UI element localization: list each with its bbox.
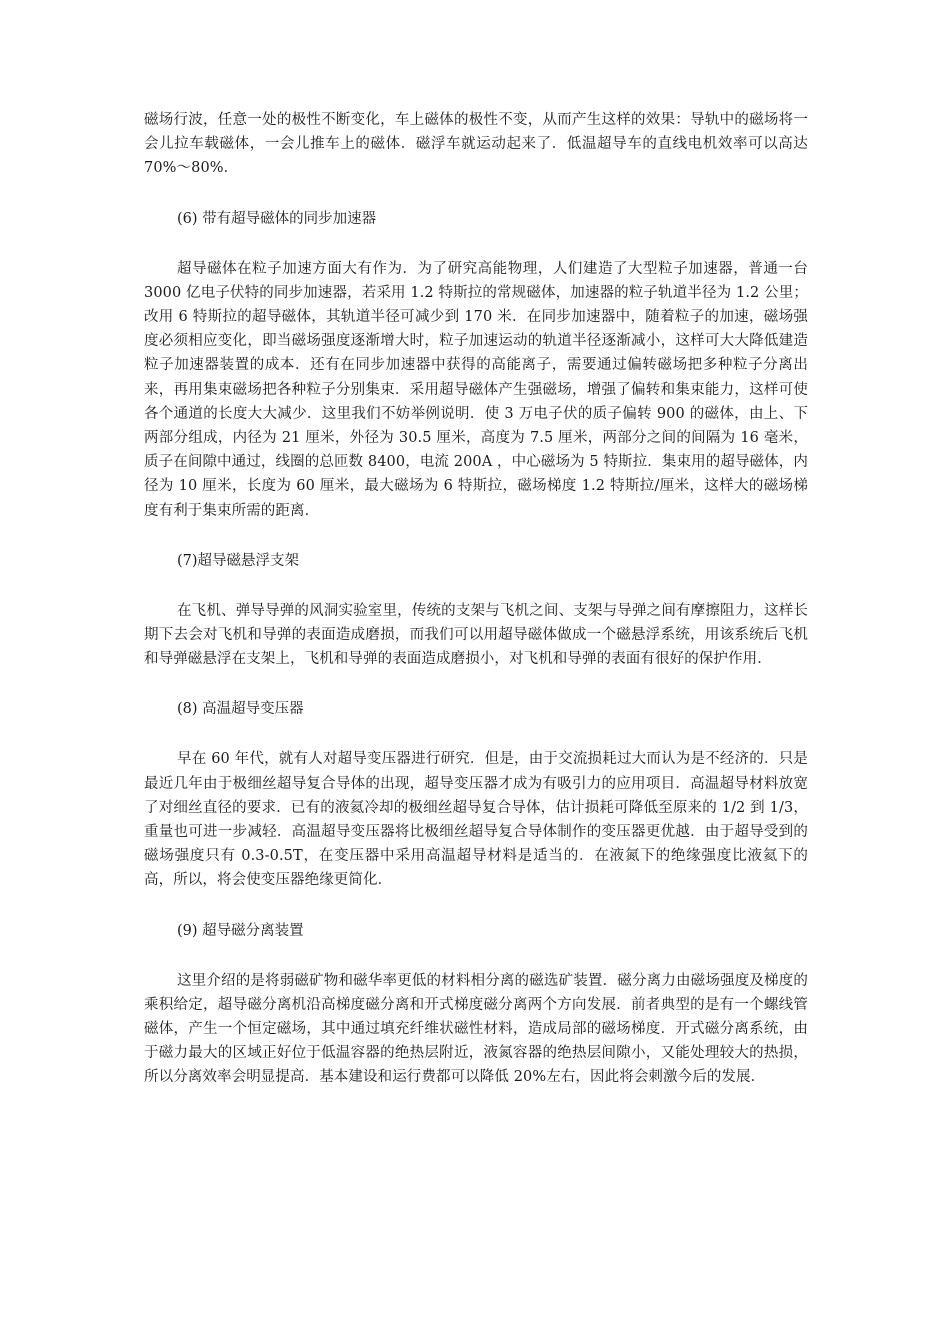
paragraph-synchrotron: 超导磁体在粒子加速方面大有作为．为了研究高能物理，人们建造了大型粒子加速器，普通一台 3000 亿电子伏特的同步加速器，若采用 1.2 特斯拉的常规磁体，加速器的粒子轨道半径为 1.2 公里；改用 6 特斯拉的超导磁体，其轨道半径可减少到 170 米．在同步加速器中，随着粒子的加速，磁场强度必须相应变化，即当磁场强度逐渐增大时，粒子加速运动的轨道半径逐渐减小，这样可大大降低建造粒子加速器装置的成本．还有在同步加速器中获得的高能离子，需要通过偏转磁场把多种粒子分离出来，再用集束磁场把各种粒子分别集束．采用超导磁体产生强磁场，增强了偏转和集束能力，这样可使各个通道的长度大大减少．这里我们不妨举例说明．使 3 万电子伏的质子偏转 900 的磁体，由上、下两部分组成，内径为 21 厘米，外径为 30.5 厘米，高度为 7.5 厘米，两部分之间的间隔为 16 毫米，质子在间隙中通过，线圈的总匝数 8400，电流 200A ，中心磁场为 5 特斯拉．集束用的超导磁体，内径为 10 厘米，长度为 60 厘米，最大磁场为 6 特斯拉，磁场梯度 1.2 特斯拉/厘米，这样大的磁场梯度有利于集束所需的距离． [144, 260, 808, 519]
spacer [144, 231, 808, 257]
spacer [144, 943, 808, 969]
paragraph-maglev-continuation: 磁场行波，任意一处的极性不断变化，车上磁体的极性不变，从而产生这样的效果：导轨中的磁场将一会儿拉车载磁体，一会儿推车上的磁体．磁浮车就运动起来了．低温超导车的直线电机效率可以高达 70%～80%． [144, 112, 808, 177]
paragraph-maglev-support: 在飞机、弹导导弹的风洞实验室里，传统的支架与飞机之间、支架与导弹之间有摩擦阻力，这样长期下去会对飞机和导弹的表面造成磨损，而我们可以用超导磁体做成一个磁悬浮系统，用该系统后飞机和导弹磁悬浮在支架上，飞机和导弹的表面造成磨损小，对飞机和导弹的表面有很好的保护作用． [144, 602, 808, 668]
paragraph-transformer: 早在 60 年代，就有人对超导变压器进行研究．但是，由于交流损耗过大而认为是不经济的．只是最近几年由于极细丝超导复合导体的出现，超导变压器才成为有吸引力的应用项目．高温超导材料放宽了对细丝直径的要求．已有的液氦冷却的极细丝超导复合导体，估计损耗可降低至原来的 1/2 到 1/3，重量也可进一步减轻．高温超导变压器将比极细丝超导复合导体制作的变压器更优越．由于超导受到的磁场强度只有 0.3-0.5T，在变压器中采用高温超导材料是适当的．在液氮下的绝缘强度比液氦下的高，所以，将会使变压器绝缘更简化． [144, 751, 808, 889]
spacer [144, 721, 808, 747]
section-heading-6: (6) 带有超导磁体的同步加速器 [177, 210, 377, 227]
spacer [144, 893, 808, 919]
paragraph-magnetic-separation: 这里介绍的是将弱磁矿物和磁华率更低的材料相分离的磁选矿装置．磁分离力由磁场强度及梯度的乘积给定，超导磁分离机沿高梯度磁分离和开式梯度磁分离两个方向发展．前者典型的是有一个螺线管磁体，产生一个恒定磁场，其中通过填充纤维状磁性材料，造成局部的磁场梯度．开式磁分离系统，由于磁力最大的区域正好位于低温容器的绝热层附近，液氮容器的绝热层间隙小，又能处理较大的热损，所以分离效率会明显提高．基本建设和运行费都可以降低 20%左右，因此将会刺激今后的发展． [144, 972, 808, 1086]
spacer [144, 671, 808, 697]
section-heading-9: (9) 超导磁分离装置 [177, 922, 304, 939]
spacer [144, 573, 808, 599]
spacer [144, 523, 808, 549]
document-page [144, 108, 808, 1090]
spacer [144, 181, 808, 207]
section-heading-7: (7)超导磁悬浮支架 [177, 552, 300, 569]
section-heading-8: (8) 高温超导变压器 [177, 701, 304, 718]
